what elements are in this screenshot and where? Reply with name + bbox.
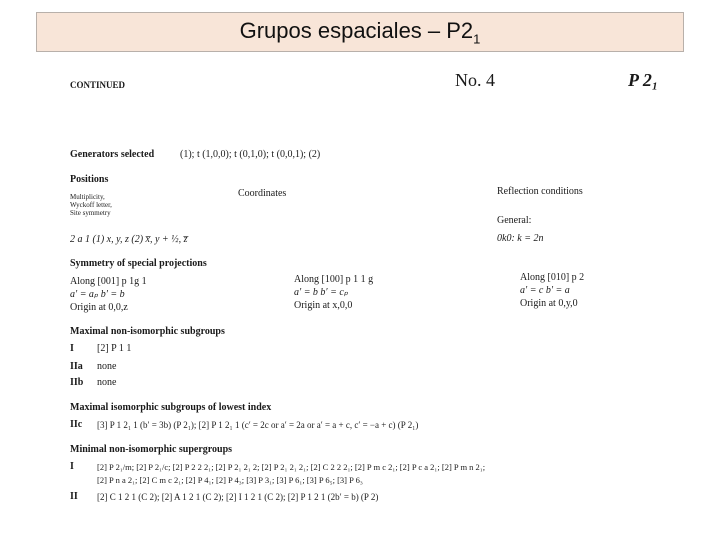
projection-010-line-2: a′ = c b′ = a [520, 285, 570, 296]
multiplicity-label: Multiplicity, [70, 193, 105, 201]
maximal-isomorphic-heading: Maximal isomorphic subgroups of lowest index [70, 402, 272, 413]
subgroup-I-value: [2] P 1 1 [97, 343, 132, 354]
subgroup-I-label: I [70, 343, 74, 354]
subgroup-IIa-value: none [97, 361, 117, 372]
supergroup-I-label: I [70, 461, 74, 472]
coordinates-heading: Coordinates [238, 188, 287, 199]
group-number: No. 4 [455, 70, 495, 90]
subgroup-IIa-label: IIa [70, 361, 83, 372]
reflection-conditions-heading: Reflection conditions [497, 186, 583, 197]
slide-title-bar [36, 12, 684, 52]
slide-title [240, 18, 481, 46]
subgroup-IIb-label: IIb [70, 377, 84, 388]
continued-label: CONTINUED [70, 80, 126, 90]
projection-100-line-2: a′ = b b′ = cₚ [294, 287, 349, 298]
generators-value: (1); t (1,0,0); t (0,1,0); t (0,0,1); (2) [180, 149, 321, 160]
slide-title-text: Grupos espaciales – P2 [239, 17, 474, 43]
generators-label: Generators selected [70, 149, 155, 160]
slide-title-subscript: 1 [473, 31, 481, 47]
reflection-condition-value: 0k0: k = 2n [497, 233, 544, 244]
supergroup-I-line-2: [2] P n a 2₁; [2] C m c 2₁; [2] P 4₁; [2] P 4₃; [3] P 3₁; [3] P 6₁; [3] P 6₅; [3] P 6₃ [97, 475, 363, 485]
projection-010-line-1: Along [010] p 2 [520, 272, 585, 283]
group-symbol: P 2₁ [628, 70, 659, 90]
supergroup-II-value: [2] C 1 2 1 (C 2); [2] A 1 2 1 (C 2); [2] I 1 2 1 (C 2); [2] P 1 2 1 (2b′ = b) (P 2) [97, 492, 379, 502]
projection-001-line-3: Origin at 0,0,z [70, 302, 128, 313]
minimal-supergroups-heading: Minimal non-isomorphic supergroups [70, 444, 233, 455]
subgroup-IIb-value: none [97, 377, 117, 388]
subgroup-IIc-value: [3] P 1 2₁ 1 (b′ = 3b) (P 2₁); [2] P 1 2₁ 1 (c′ = 2c or a′ = 2a or a′ = a + c, c′ = −a + c) (P 2₁) [97, 420, 419, 430]
projection-001-line-1: Along [001] p 1g 1 [70, 276, 147, 287]
supergroup-I-line-1: [2] P 2₁/m; [2] P 2₁/c; [2] P 2 2 2₁; [2] P 2₁ 2₁ 2; [2] P 2₁ 2₁ 2₁; [2] C 2 2 2₁; [2] P m c 2₁; [2] P c a 2₁; [2] P m n 2₁; [97, 462, 486, 472]
supergroup-II-label: II [70, 491, 78, 502]
subgroup-IIc-label: IIc [70, 419, 83, 430]
general-label: General: [497, 215, 532, 226]
positions-heading: Positions [70, 174, 109, 185]
wyckoff-label: Wyckoff letter, [70, 201, 112, 209]
site-symmetry-label: Site symmetry [70, 209, 111, 217]
projection-100-line-3: Origin at x,0,0 [294, 300, 353, 311]
maximal-nonisomorphic-heading: Maximal non-isomorphic subgroups [70, 326, 225, 337]
general-position-row: 2 a 1 (1) x, y, z (2) x̅, y + ½, z̅ [70, 234, 188, 245]
projection-001-line-2: a′ = aₚ b′ = b [70, 289, 125, 300]
projection-010-line-3: Origin at 0,y,0 [520, 298, 578, 309]
projection-100-line-1: Along [100] p 1 1 g [294, 274, 374, 285]
symmetry-projections-heading: Symmetry of special projections [70, 258, 207, 269]
